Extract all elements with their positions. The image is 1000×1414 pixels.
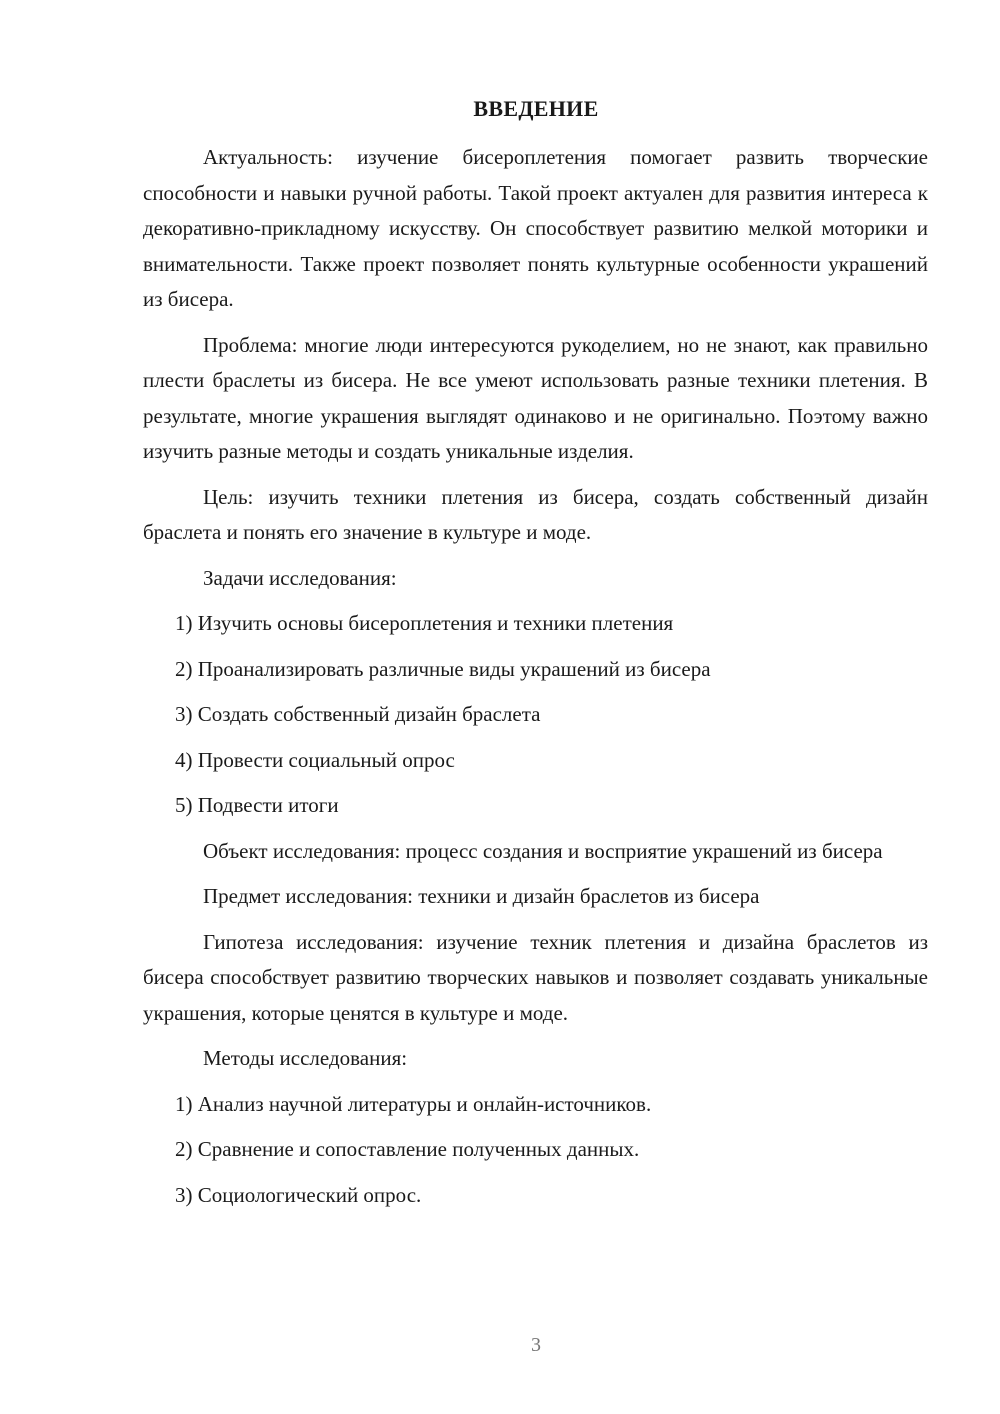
tasks-heading: Задачи исследования: <box>203 565 397 590</box>
subject-paragraph: Предмет исследования: техники и дизайн браслетов из бисера <box>203 884 760 908</box>
list-item: 3) Социологический опрос. <box>175 1182 422 1207</box>
list-item: 2) Сравнение и сопоставление полученных данных. <box>175 1137 640 1161</box>
object-paragraph: Объект исследования: процесс создания и восприятие украшений из бисера <box>203 838 883 863</box>
goal-paragraph: Цель: изучить техники плетения из бисера, создать собственный дизайн браслета и понять его значение в культуре и моде. <box>143 484 928 544</box>
page-number: 3 <box>531 1334 541 1356</box>
document-body <box>143 140 928 1223</box>
methods-heading: Методы исследования: <box>203 1046 408 1070</box>
problem-paragraph: Проблема: многие люди интересуются рукоделием, но не знают, как правильно плести браслеты из бисера. Не все умеют использовать разные техники плетения. В результате, многие украшения выглядят одинаково и не оригинально. Поэтому важно изучить разные методы и создать уникальные изделия. <box>143 332 928 463</box>
list-item: 1) Изучить основы бисероплетения и техники плетения <box>175 611 674 635</box>
hypothesis-paragraph: Гипотеза исследования: изучение техник плетения и дизайна браслетов из бисера способствует развитию творческих навыков и позволяет создавать уникальные украшения, которые ценятся в культуре и моде. <box>143 929 928 1025</box>
methods-list <box>143 1087 928 1214</box>
list-item: 5) Подвести итоги <box>175 793 339 817</box>
list-item: 1) Анализ научной литературы и онлайн-источников. <box>175 1091 652 1116</box>
page-title: ВВЕДЕНИЕ <box>473 96 599 121</box>
list-item: 4) Провести социальный опрос <box>175 747 455 772</box>
tasks-list <box>143 606 928 824</box>
relevance-paragraph: Актуальность: изучение бисероплетения помогает развить творческие способности и навыки ручной работы. Такой проект актуален для развития интереса к декоративно-прикладному искусству. Он способствует развитию мелкой моторики и внимательности. Также проект позволяет понять культурные особенности украшений из бисера. <box>143 145 928 311</box>
list-item: 3) Создать собственный дизайн браслета <box>175 702 541 726</box>
list-item: 2) Проанализировать различные виды украшений из бисера <box>175 656 711 681</box>
